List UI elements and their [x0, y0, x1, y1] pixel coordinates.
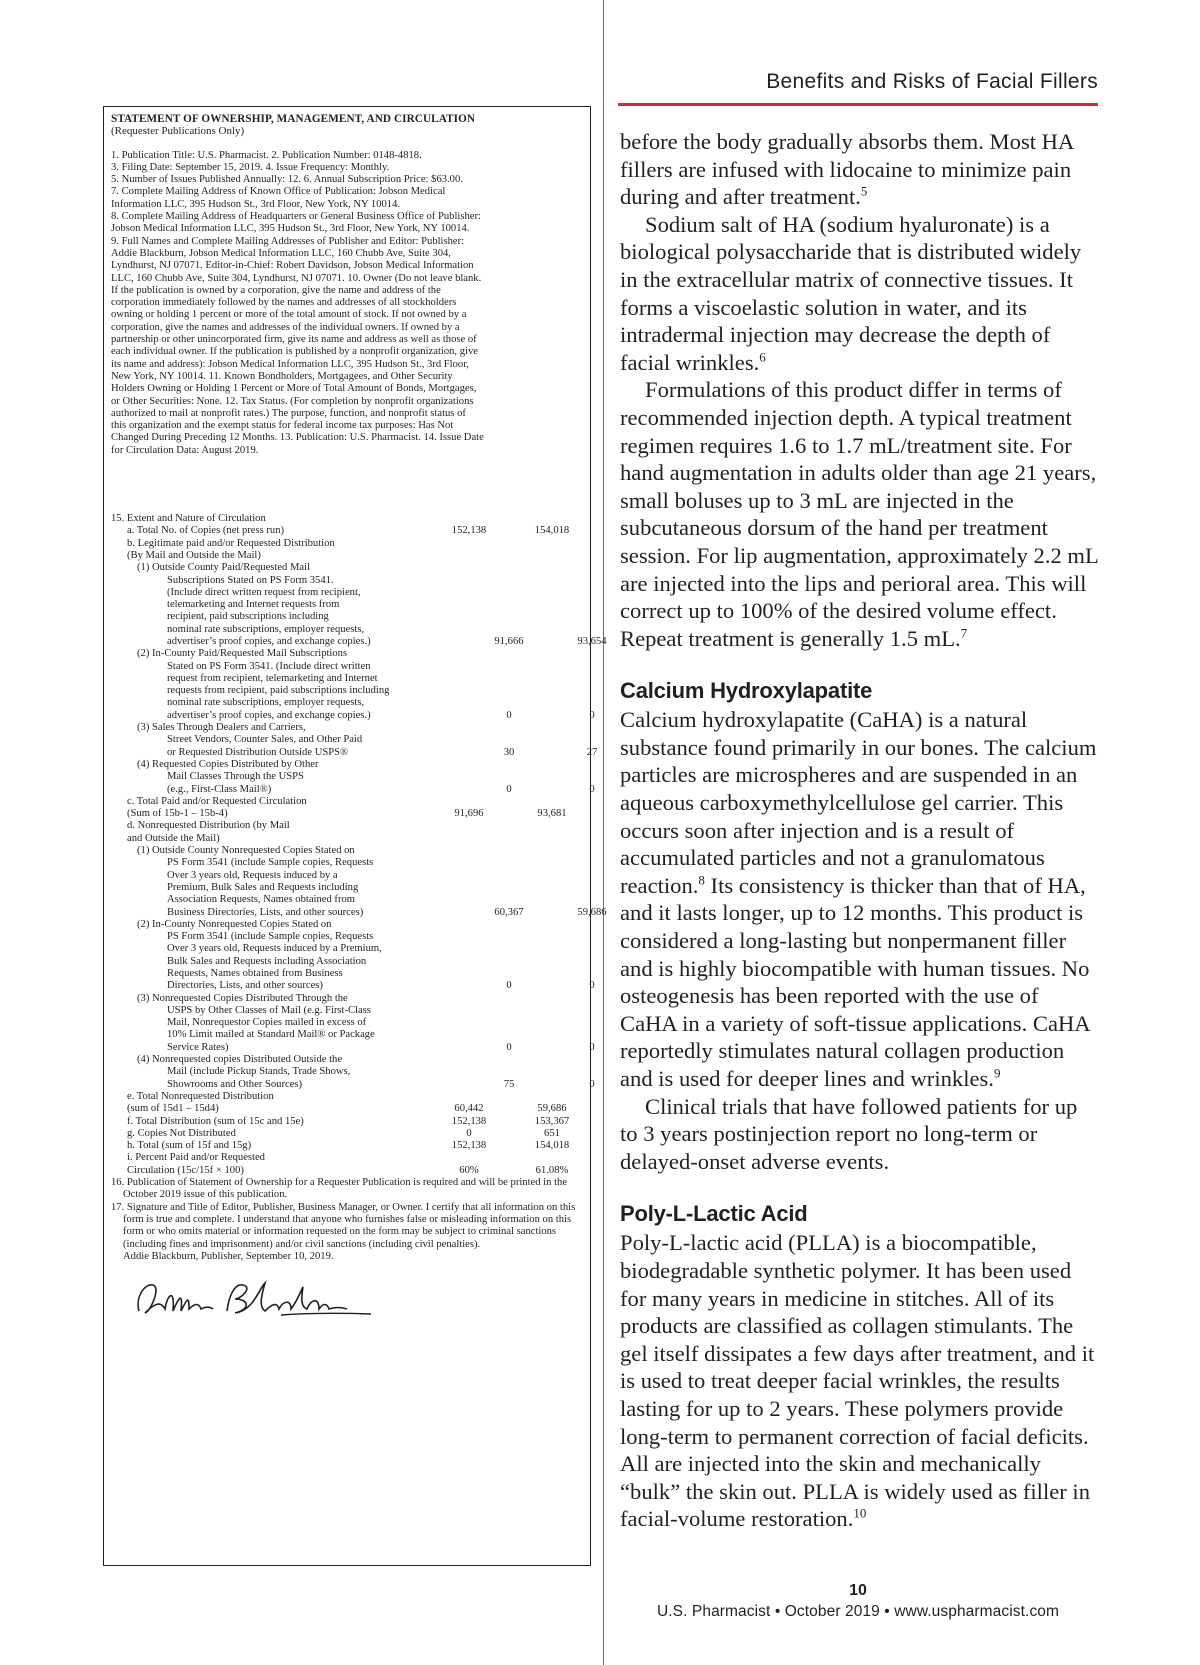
article-para-4: Calcium hydroxylapatite (CaHA) is a natural substance found primarily in our bones. The calcium particles are microspheres and are suspended in an aqueous carboxymethylcellulose gel carrier. This occurs soon after injection and is a result of accumulated particles and not a granulomatous reaction.$^8$ Its consistency is thicker than that of HA, and it lasts longer, up to 12 months. This product is considered a long-lasting but nonpermanent filler and is highly biocompatible with human tissues. No osteogenesis has been reported with the use of CaHA in a variety of soft-tissue applications. CaHA reportedly stimulates natural collagen production and is used for deeper lines and wrinkles.$^9$ [620, 707, 1097, 1091]
signature-image [131, 1273, 381, 1323]
statement-item-17: 17. Signature and Title of Editor, Publisher, Business Manager, or Owner. I certify that all information on this form is true and complete. I understand that anyone who furnishes false or misleading information on this form or who omits material or information requested on the form may be subject to criminal sanctions (including fines and imprisonment) and/or civil sanctions (including civil penalties). [111, 1201, 576, 1250]
circ-row-e: e. Total Nonrequested Distribution (sum of 15d1 – 15d4) 60,442 59,686 [127, 1090, 567, 1115]
circ-row-d2-num: (2) In-County Nonrequested Copies Stated on [137, 918, 332, 930]
circ-row-b: b. Legitimate paid and/or Requested Distribution (By Mail and Outside the Mail) [127, 537, 335, 561]
circ-row-d1-num: (1) Outside County Nonrequested Copies Stated on [137, 845, 355, 857]
statement-subtitle: (Requester Publications Only) [111, 125, 245, 138]
ref-5: 5 [860, 183, 868, 199]
circ-row-b1-num: (1) Outside County Paid/Requested Mail [137, 562, 311, 574]
ref-7: 7 [960, 625, 968, 641]
article-para-1: before the body gradually absorbs them. Most HA fillers are infused with lidocaine to minimize pain during and after treatment.$^5$ [620, 129, 1074, 210]
page-footer [618, 1582, 1098, 1621]
signature-stroke-2 [227, 1283, 347, 1313]
circ-row-a: a. Total No. of Copies (net press run) 152,138 154,018 [127, 525, 570, 537]
circ-row-d4-num: (4) Nonrequested copies Distributed Outside the [137, 1054, 343, 1066]
circ-row-b2: Stated on PS Form 3541. (Include direct written request from recipient, telemarketing and Internet requests from recipient, paid subscriptions including nominal rate subscriptions, employer requests, advertiser’s proof copies, and exchange copies.) 0 0 [167, 660, 595, 721]
signature-underline [281, 1313, 371, 1315]
section-heading-caha: Calcium Hydroxylapatite [620, 678, 873, 704]
circ-row-d2: PS Form 3541 (include Sample copies, Requests Over 3 years old, Requests induced by a Premium, Bulk Sales and Requests including Association Requests, Names obtained from Business Directories, Lists, and other sources) 0 0 [167, 931, 595, 992]
article-column [620, 128, 1100, 1533]
circ-row-b3: Street Vendors, Counter Sales, and Other Paid or Requested Distribution Outside USPS® 30 27 [167, 734, 598, 758]
page-number: 10 [849, 1582, 867, 1599]
section-heading-plla: Poly-L-Lactic Acid [620, 1201, 808, 1227]
circ-row-f: f. Total Distribution (sum of 15c and 15e) 152,138 153,367 [127, 1115, 570, 1127]
signer-line: Addie Blackburn, Publisher, September 10, 2019. [123, 1250, 334, 1262]
circ-row-b1: Subscriptions Stated on PS Form 3541. (Include direct written request from recipient, telemarketing and Internet requests from recipient, paid subscriptions including nominal rate subscriptions, employer requests, advertiser’s proof copies, and exchange copies.) 91,666 93,654 [167, 574, 607, 647]
circulation-table [111, 513, 607, 1327]
statement-title: STATEMENT OF OWNERSHIP, MANAGEMENT, AND CIRCULATION [111, 113, 476, 125]
circ-row-b4: Mail Classes Through the USPS (e.g., First-Class Mail®) 0 0 [167, 771, 595, 795]
circ-row-d1: PS Form 3541 (include Sample copies, Requests Over 3 years old, Requests induced by a Premium, Bulk Sales and Requests including Association Requests, Names obtained from Business Directories, Lists, and other sources) 60,367 59,686 [167, 857, 607, 918]
column-divider [603, 0, 604, 1665]
ref-9: 9 [993, 1065, 1001, 1081]
statement-box [103, 106, 607, 1566]
circ-row-h: h. Total (sum of 15f and 15g) 152,138 154,018 [127, 1140, 570, 1152]
running-header: Benefits and Risks of Facial Fillers [766, 70, 1098, 93]
ref-8: 8 [698, 872, 705, 888]
article-para-5: Clinical trials that have followed patients for up to 3 years postinjection report no long-term or delayed-onset adverse events. [620, 1093, 1078, 1174]
ref-6: 6 [759, 349, 766, 365]
circ-row-d3: USPS by Other Classes of Mail (e.g. First-Class Mail, Nonrequestor Copies mailed in excess of 10% Limit mailed at Standard Mail® or Package Service Rates) 0 0 [167, 1004, 595, 1053]
ref-10: 10 [853, 1505, 867, 1521]
circ-row-g: g. Copies Not Distributed 0 651 [127, 1127, 560, 1139]
header-rule [618, 103, 1098, 106]
circ-row-d3-num: (3) Nonrequested Copies Distributed Through the [137, 992, 348, 1004]
circ-row-c: c. Total Paid and/or Requested Circulation (Sum of 15b-1 – 15b-4) 91,696 93,681 [127, 795, 567, 820]
circ-row-i: i. Percent Paid and/or Requested Circulation (15c/15f × 100) 60% 61.08% [127, 1152, 569, 1176]
article-para-3: Formulations of this product differ in terms of recommended injection depth. A typical treatment regimen requires 1.6 to 1.7 mL/treatment site. For hand augmentation in adults older than age 21 years, small boluses up to 3 mL are injected in the subcutaneous dorsum of the hand per treatment session. For lip augmentation, approximately 2.2 mL are injected into the lips and perioral area. This will correct up to 100% of the desired volume effect. Repeat treatment is generally 1.5 mL.$^7$ [620, 377, 1098, 651]
circ-row-b2-num: (2) In-County Paid/Requested Mail Subscriptions [137, 648, 348, 660]
circ-row-d4: Mail (include Pickup Stands, Trade Shows, Showrooms and Other Sources) 75 0 [167, 1066, 595, 1090]
circ-row-d: d. Nonrequested Distribution (by Mail and Outside the Mail) [127, 820, 290, 844]
circ-row-b3-num: (3) Sales Through Dealers and Carriers, [137, 722, 306, 734]
circulation-heading: 15. Extent and Nature of Circulation [111, 513, 266, 525]
article-para-2: Sodium salt of HA (sodium hyaluronate) is a biological polysaccharide that is distributed widely in the extracellular matrix of connective tissues. It forms a viscoelastic solution in water, and its intradermal injection may decrease the depth of facial wrinkles.$^6$ [620, 211, 1082, 375]
statement-item-16: 16. Publication of Statement of Ownership for a Requester Publication is required and will be printed in the October 2019 issue of this publication. [111, 1177, 568, 1201]
publication-line: U.S. Pharmacist • October 2019 • www.uspharmacist.com [656, 1603, 1060, 1620]
signature-stroke [138, 1285, 213, 1313]
statement-items-1-14: 1. Publication Title: U.S. Pharmacist. 2. Publication Number: 0148-4818. 3. Filing Date: September 15, 2019. 4. Issue Frequency: Monthly. 5. Number of Issues Published Annually: 12. 6. Annual Subscription Price: $63.00. 7. Complete Mailing Address of Known Office of Publication: Jobson Medical Information LLC, 395 Hudson St., 3rd Floor, New York, NY 10014. 8. Complete Mailing Address of Headquarters or General Business Office of Publisher: Jobson Medical Information LLC, 395 Hudson St., 3rd Floor, New York, NY 10014. 9. Full Names and Complete Mailing Addresses of Publisher and Editor: Publisher: Addie Blackburn, Jobson Medical Information LLC, 160 Chubb Ave, Suite 304, Lyndhurst, NJ 07071. Editor-in-Chief: Robert Davidson, Jobson Medical Information LLC, 160 Chubb Ave, Suite 304, Lyndhurst, NJ 07071. 10. Owner (Do not leave blank. If the publication is owned by a corporation, give the name and address of the corporation immediately followed by the names and addresses of all stockholders owning or holding 1 percent or more of the total amount of stock. If not owned by a corporation, give the names and addresses of the individual owners. If owned by a partnership or other unincorporated firm, give its name and address as well as those of each individual owner. If the publication is published by a nonprofit organization, give its name and address): Jobson Medical Information LLC, 395 Hudson St., 3rd Floor, New York, NY 10014. 11. Known Bondholders, Mortgagees, and Other Security Holders Owning or Holding 1 Percent or More of Total Amount of Bonds, Mortgages, or Other Securities: None. 12. Tax Status. (For completion by nonprofit organizations authorized to mail at nonprofit rates.) The purpose, function, and nonprofit status of this organization and the exempt status for federal income tax purposes: Has Not Changed During Preceding 12 Months. 13. Publication: U.S. Pharmacist. 14. Issue Date for Circulation Data: August 2019. [111, 149, 484, 456]
article-para-6: Poly-L-lactic acid (PLLA) is a biocompatible, biodegradable synthetic polymer. It has been used for many years in medicine in stitches. All of its products are classified as collagen stimulants. The gel itself dissipates a few days after treatment, and it is used to treat deeper facial wrinkles, the results lasting for up to 2 years. These polymers provide long-term to permanent correction of facial deficits. All are injected into the skin and mechanically “bulk” the skin out. PLLA is widely used as filler in facial-volume restoration.$^{10}$ [620, 1230, 1095, 1532]
circ-row-b4-num: (4) Requested Copies Distributed by Other [137, 758, 319, 770]
